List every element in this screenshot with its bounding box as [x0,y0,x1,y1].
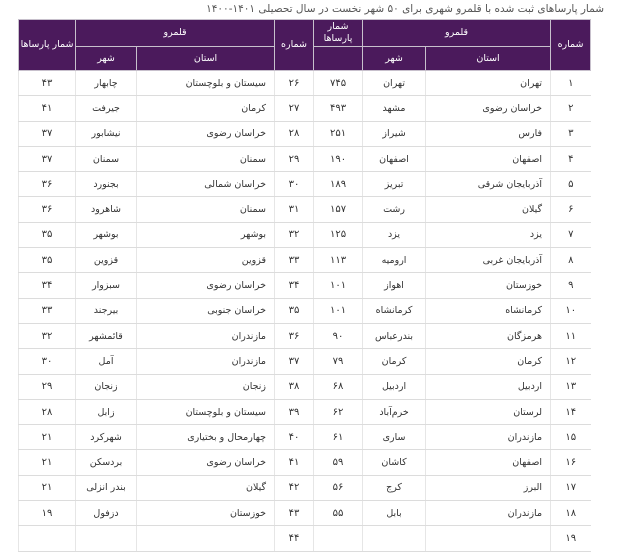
row-number: ۱۹ [551,526,591,551]
row-number: ۱۲ [551,349,591,374]
row-number: ۳۹ [275,399,314,424]
header-row-number-2: شماره [275,20,314,71]
row-number: ۳۸ [275,374,314,399]
city-cell: ساری [363,425,426,450]
count-cell: ۳۲ [19,323,76,348]
row-number: ۶ [551,197,591,222]
city-cell: جیرفت [76,96,137,121]
row-number: ۲۷ [275,96,314,121]
count-cell: ۱۵۷ [314,197,363,222]
city-cell: شاهرود [76,197,137,222]
row-number: ۱۳ [551,374,591,399]
row-number: ۱۸ [551,501,591,526]
table-row [19,222,591,247]
province-cell: کرمان [426,349,551,374]
province-cell: مازندران [426,501,551,526]
row-number: ۳۲ [275,222,314,247]
city-cell: بجنورد [76,172,137,197]
header-row-number: شماره [551,20,591,71]
table-row [19,248,591,273]
count-cell: ۳۶ [19,197,76,222]
province-cell: خوزستان [426,273,551,298]
count-cell: ۶۱ [314,425,363,450]
city-cell: بردسکن [76,450,137,475]
province-cell: گیلان [137,475,275,500]
province-cell: اصفهان [426,146,551,171]
row-number: ۱ [551,71,591,96]
table-row [19,526,591,551]
count-cell: ۳۳ [19,298,76,323]
count-cell: ۱۹ [19,501,76,526]
header-territory-2: قلمرو [76,20,275,47]
row-number: ۴ [551,146,591,171]
table-row [19,197,591,222]
city-cell: نیشابور [76,121,137,146]
city-cell: قزوین [76,248,137,273]
province-cell: مازندران [426,425,551,450]
count-cell: ۴۱ [19,96,76,121]
row-number: ۱۶ [551,450,591,475]
city-cell [363,526,426,551]
count-cell: ۱۰۱ [314,273,363,298]
header-territory: قلمرو [363,20,551,47]
count-cell: ۶۸ [314,374,363,399]
count-cell: ۴۳ [19,71,76,96]
count-cell: ۷۹ [314,349,363,374]
count-cell: ۳۵ [19,222,76,247]
city-cell [76,526,137,551]
province-cell: خراسان رضوی [426,96,551,121]
row-number: ۱۰ [551,298,591,323]
row-number: ۴۱ [275,450,314,475]
city-cell: شهرکرد [76,425,137,450]
count-cell: ۶۲ [314,399,363,424]
row-number: ۱۵ [551,425,591,450]
city-cell: تبریز [363,172,426,197]
city-cell: بابل [363,501,426,526]
count-cell: ۲۱ [19,475,76,500]
city-cell: خرم‌آباد [363,399,426,424]
province-cell: کرمانشاه [426,298,551,323]
count-cell: ۱۹۰ [314,146,363,171]
province-cell: گیلان [426,197,551,222]
table-row [19,172,591,197]
province-cell: خراسان رضوی [137,450,275,475]
city-cell: کاشان [363,450,426,475]
table-row [19,71,591,96]
city-cell: رشت [363,197,426,222]
header-city-2: شهر [76,47,137,71]
count-cell: ۵۹ [314,450,363,475]
city-cell: بوشهر [76,222,137,247]
row-number: ۱۱ [551,323,591,348]
city-stats-table [18,19,591,552]
province-cell: فارس [426,121,551,146]
count-cell: ۲۵۱ [314,121,363,146]
city-cell: سمنان [76,146,137,171]
row-number: ۳۵ [275,298,314,323]
table-row [19,298,591,323]
count-cell: ۵۵ [314,501,363,526]
count-cell: ۳۶ [19,172,76,197]
row-number: ۴۳ [275,501,314,526]
row-number: ۳۶ [275,323,314,348]
count-cell: ۲۹ [19,374,76,399]
province-cell: البرز [426,475,551,500]
table-row [19,374,591,399]
city-cell: شیراز [363,121,426,146]
province-cell: تهران [426,71,551,96]
row-number: ۳۷ [275,349,314,374]
province-cell: اصفهان [426,450,551,475]
header-province-2: استان [137,47,275,71]
table-row [19,323,591,348]
row-number: ۳۴ [275,273,314,298]
province-cell: آذربایجان شرقی [426,172,551,197]
count-cell: ۲۱ [19,425,76,450]
province-cell: خراسان شمالی [137,172,275,197]
table-row [19,450,591,475]
table-row [19,425,591,450]
row-number: ۲۶ [275,71,314,96]
city-cell: بندرعباس [363,323,426,348]
row-number: ۸ [551,248,591,273]
province-cell: مازندران [137,349,275,374]
province-cell: خراسان جنوبی [137,298,275,323]
city-cell: آمل [76,349,137,374]
count-cell: ۳۰ [19,349,76,374]
row-number: ۳۱ [275,197,314,222]
count-cell: ۳۵ [19,248,76,273]
table-row [19,501,591,526]
province-cell [137,526,275,551]
city-cell: کرمان [363,349,426,374]
table-caption: شمار پارساهای ثبت شده با قلمرو شهری برای ۵۰ شهر نخست در سال تحصیلی ۱۴۰۱-۱۴۰۰ [206,3,604,15]
city-cell: کرج [363,475,426,500]
city-cell: چابهار [76,71,137,96]
province-cell: سمنان [137,197,275,222]
province-cell [426,526,551,551]
count-cell: ۴۹۳ [314,96,363,121]
row-number: ۲ [551,96,591,121]
header-count [314,47,363,71]
province-cell: خراسان رضوی [137,273,275,298]
city-cell: زنجان [76,374,137,399]
row-number: ۴۰ [275,425,314,450]
row-number: ۴۲ [275,475,314,500]
city-cell: بندر انزلی [76,475,137,500]
row-number: ۹ [551,273,591,298]
province-cell: آذربایجان غربی [426,248,551,273]
city-cell: ارومیه [363,248,426,273]
city-cell: اصفهان [363,146,426,171]
row-number: ۳۰ [275,172,314,197]
table-row [19,146,591,171]
city-cell: بیرجند [76,298,137,323]
province-cell: سیستان و بلوچستان [137,399,275,424]
table-row [19,475,591,500]
count-cell: ۳۷ [19,146,76,171]
count-cell: ۷۴۵ [314,71,363,96]
count-cell: ۳۴ [19,273,76,298]
header-count-2: شمار پارساها [19,20,76,71]
province-cell: زنجان [137,374,275,399]
row-number: ۳۳ [275,248,314,273]
row-number: ۳ [551,121,591,146]
province-cell: لرستان [426,399,551,424]
city-cell: تهران [363,71,426,96]
city-cell: یزد [363,222,426,247]
province-cell: خوزستان [137,501,275,526]
table-row [19,273,591,298]
city-cell: اردبیل [363,374,426,399]
province-cell: اردبیل [426,374,551,399]
table-row [19,96,591,121]
header-city: شهر [363,47,426,71]
city-cell: دزفول [76,501,137,526]
city-cell: قائمشهر [76,323,137,348]
city-cell: مشهد [363,96,426,121]
row-number: ۵ [551,172,591,197]
row-number: ۴۴ [275,526,314,551]
table-row [19,349,591,374]
province-cell: قزوین [137,248,275,273]
count-cell [19,526,76,551]
header-count-top: شمار پارساها [314,20,363,47]
province-cell: کرمان [137,96,275,121]
count-cell: ۲۱ [19,450,76,475]
count-cell: ۱۰۱ [314,298,363,323]
city-cell: زابل [76,399,137,424]
row-number: ۱۷ [551,475,591,500]
count-cell: ۱۱۳ [314,248,363,273]
province-cell: سیستان و بلوچستان [137,71,275,96]
table-row [19,399,591,424]
row-number: ۲۹ [275,146,314,171]
province-cell: بوشهر [137,222,275,247]
city-cell: اهواز [363,273,426,298]
count-cell: ۲۸ [19,399,76,424]
row-number: ۱۴ [551,399,591,424]
header-province: استان [426,47,551,71]
province-cell: چهارمحال و بختیاری [137,425,275,450]
count-cell: ۳۷ [19,121,76,146]
province-cell: هرمزگان [426,323,551,348]
province-cell: سمنان [137,146,275,171]
province-cell: یزد [426,222,551,247]
row-number: ۷ [551,222,591,247]
count-cell: ۵۶ [314,475,363,500]
table-row [19,121,591,146]
city-cell: کرمانشاه [363,298,426,323]
row-number: ۲۸ [275,121,314,146]
count-cell [314,526,363,551]
city-cell: سبزوار [76,273,137,298]
count-cell: ۱۸۹ [314,172,363,197]
count-cell: ۹۰ [314,323,363,348]
province-cell: خراسان رضوی [137,121,275,146]
province-cell: مازندران [137,323,275,348]
count-cell: ۱۲۵ [314,222,363,247]
